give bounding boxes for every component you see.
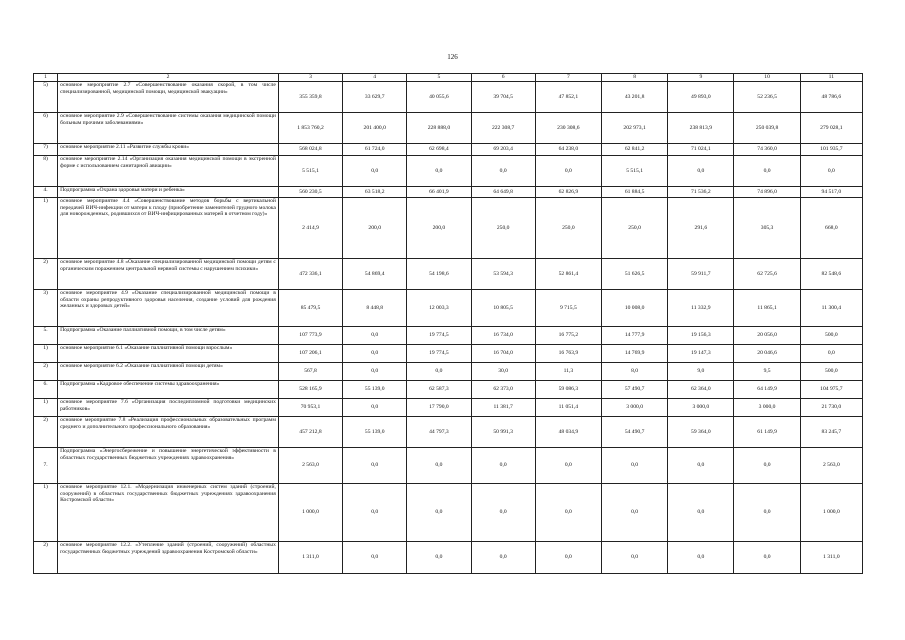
- value-cell: 11 300,4: [800, 290, 862, 327]
- header-row: [34, 74, 863, 82]
- value-cell: 64 149,9: [734, 381, 800, 399]
- value-cell: 16 704,0: [471, 345, 535, 363]
- value-cell: 16 734,0: [471, 327, 535, 345]
- value-cell: 1 000,0: [278, 484, 342, 542]
- value-cell: 0,0: [668, 156, 734, 187]
- value-cell: 14 777,9: [601, 327, 667, 345]
- value-cell: 9 715,5: [535, 290, 601, 327]
- table-row: [34, 363, 863, 381]
- value-cell: 472 336,1: [278, 259, 342, 290]
- row-description: основное мероприятие 12.1. «Модернизация инженерных систем зданий (строений, сооружений) в областных государственных бюджетных учреждениях здравоохранения Костромской области»: [58, 484, 279, 542]
- value-cell: 71 536,2: [668, 187, 734, 198]
- value-cell: 10 805,5: [471, 290, 535, 327]
- table-row: [34, 82, 863, 113]
- value-cell: 70 953,1: [278, 399, 342, 417]
- value-cell: 1 311,0: [800, 542, 862, 574]
- value-cell: 250 039,8: [734, 113, 800, 144]
- value-cell: 0,0: [471, 156, 535, 187]
- value-cell: 39 704,5: [471, 82, 535, 113]
- row-index: 4.: [34, 187, 58, 198]
- value-cell: 1 311,0: [278, 542, 342, 574]
- value-cell: 9,5: [734, 363, 800, 381]
- row-index: 1): [34, 198, 58, 259]
- value-cell: 500,0: [800, 363, 862, 381]
- value-cell: 0,0: [343, 399, 407, 417]
- value-cell: 20 046,6: [734, 345, 800, 363]
- value-cell: 5 515,1: [601, 156, 667, 187]
- value-cell: 62 725,6: [734, 259, 800, 290]
- row-description: Подпрограмма «Энергосбережение и повышение энергетической эффективности в областных государственных бюджетных учреждениях здравоохранения»: [58, 448, 279, 484]
- value-cell: 62 841,2: [601, 144, 667, 156]
- value-cell: 0,0: [471, 448, 535, 484]
- value-cell: 74 360,0: [734, 144, 800, 156]
- table-row: [34, 417, 863, 448]
- value-cell: 52 861,4: [535, 259, 601, 290]
- value-cell: 19 156,3: [668, 327, 734, 345]
- value-cell: 8,0: [601, 363, 667, 381]
- value-cell: 20 056,0: [734, 327, 800, 345]
- value-cell: 0,0: [343, 345, 407, 363]
- row-description: основное мероприятие 4.9 «Оказание специализированной медицинской помощи в области охраны репродуктивного здоровья населения, создание условий для рождения желанных и здоровых детей»: [58, 290, 279, 327]
- value-cell: 0,0: [535, 542, 601, 574]
- value-cell: 62 373,0: [471, 381, 535, 399]
- value-cell: 202 973,1: [601, 113, 667, 144]
- value-cell: 94 517,0: [800, 187, 862, 198]
- row-index: 8): [34, 156, 58, 187]
- header-cell: 5: [407, 74, 471, 82]
- row-description: основное мероприятие 2.11 «Развитие службы крови»: [58, 144, 279, 156]
- row-description: основное мероприятие 4.4 «Совершенствование методов борьбы с вертикальной передачей ВИЧ-инфекции от матери к плоду (приобретение заменителей грудного молока для новорожденных, родившихся от ВИЧ-инфицированных матерей в отчетном году)»: [58, 198, 279, 259]
- value-cell: 2 414,9: [278, 198, 342, 259]
- table-row: [34, 542, 863, 574]
- value-cell: 200,0: [343, 198, 407, 259]
- value-cell: 47 852,1: [535, 82, 601, 113]
- value-cell: 19 774,5: [407, 327, 471, 345]
- value-cell: 0,0: [668, 542, 734, 574]
- value-cell: 0,0: [407, 448, 471, 484]
- value-cell: 2 563,0: [800, 448, 862, 484]
- value-cell: 12 003,3: [407, 290, 471, 327]
- row-index: 6.: [34, 381, 58, 399]
- value-cell: 54 869,4: [343, 259, 407, 290]
- table-row: [34, 399, 863, 417]
- row-index: 2): [34, 363, 58, 381]
- value-cell: 291,6: [668, 198, 734, 259]
- row-description: основное мероприятие 6.1 «Оказание паллиативной помощи взрослым»: [58, 345, 279, 363]
- value-cell: 0,0: [601, 484, 667, 542]
- row-description: основное мероприятие 12.2. «Утепление зданий (строений, сооружений) областных государственных бюджетных учреждений здравоохранения Костромской области»: [58, 542, 279, 574]
- value-cell: 560 230,5: [278, 187, 342, 198]
- value-cell: 0,0: [343, 448, 407, 484]
- row-description: основное мероприятие 7.6 «Организация последипломной подготовки медицинских работников»: [58, 399, 279, 417]
- value-cell: 0,0: [343, 156, 407, 187]
- row-description: основное мероприятие 4.8 «Оказание специализированной медицинской помощи детям с органическим поражением центральной нервной системы с нарушением психики»: [58, 259, 279, 290]
- value-cell: 567,8: [278, 363, 342, 381]
- value-cell: 201 400,0: [343, 113, 407, 144]
- value-cell: 16 775,2: [535, 327, 601, 345]
- row-index: 7): [34, 144, 58, 156]
- value-cell: 0,0: [734, 542, 800, 574]
- value-cell: 83 245,7: [800, 417, 862, 448]
- value-cell: 19 774,5: [407, 345, 471, 363]
- value-cell: 2 563,0: [278, 448, 342, 484]
- row-description: основное мероприятие 7.8 «Реализация профессиональных образовательных программ среднего и дополнительного профессионального образования»: [58, 417, 279, 448]
- value-cell: 104 975,7: [800, 381, 862, 399]
- value-cell: 55 139,0: [343, 417, 407, 448]
- value-cell: 222 308,7: [471, 113, 535, 144]
- value-cell: 0,0: [343, 327, 407, 345]
- budget-table: [33, 73, 863, 574]
- value-cell: 74 896,0: [734, 187, 800, 198]
- value-cell: 500,0: [800, 327, 862, 345]
- value-cell: 0,0: [734, 448, 800, 484]
- value-cell: 0,0: [407, 542, 471, 574]
- header-cell: 2: [58, 74, 279, 82]
- value-cell: 0,0: [800, 345, 862, 363]
- value-cell: 0,0: [343, 542, 407, 574]
- value-cell: 61 884,5: [601, 187, 667, 198]
- table-row: [34, 448, 863, 484]
- value-cell: 52 236,5: [734, 82, 800, 113]
- value-cell: 0,0: [343, 363, 407, 381]
- value-cell: 11,3: [535, 363, 601, 381]
- value-cell: 228 888,0: [407, 113, 471, 144]
- value-cell: 200,0: [407, 198, 471, 259]
- value-cell: 54 490,7: [601, 417, 667, 448]
- value-cell: 57 490,7: [601, 381, 667, 399]
- value-cell: 250,0: [601, 198, 667, 259]
- value-cell: 64 238,0: [535, 144, 601, 156]
- table-row: [34, 381, 863, 399]
- value-cell: 0,0: [343, 484, 407, 542]
- value-cell: 0,0: [734, 156, 800, 187]
- value-cell: 19 147,3: [668, 345, 734, 363]
- value-cell: 59 364,0: [668, 417, 734, 448]
- row-description: Подпрограмма «Охрана здоровья матери и ребенка»: [58, 187, 279, 198]
- row-index: 2): [34, 542, 58, 574]
- value-cell: 51 626,5: [601, 259, 667, 290]
- table-row: [34, 345, 863, 363]
- row-index: 5.: [34, 327, 58, 345]
- value-cell: 44 797,3: [407, 417, 471, 448]
- row-description: основное мероприятие 6.2 «Оказание паллиативной помощи детям»: [58, 363, 279, 381]
- row-index: 6): [34, 113, 58, 144]
- value-cell: 61 149,9: [734, 417, 800, 448]
- value-cell: 0,0: [535, 484, 601, 542]
- value-cell: 62 364,0: [668, 381, 734, 399]
- value-cell: 0,0: [471, 542, 535, 574]
- row-description: Подпрограмма «Кадровое обеспечение системы здравоохранения»: [58, 381, 279, 399]
- value-cell: 49 893,0: [668, 82, 734, 113]
- value-cell: 16 763,9: [535, 345, 601, 363]
- table-row: [34, 156, 863, 187]
- table-row: [34, 144, 863, 156]
- header-cell: 4: [343, 74, 407, 82]
- value-cell: 0,0: [800, 156, 862, 187]
- value-cell: 33 629,7: [343, 82, 407, 113]
- value-cell: 238 813,9: [668, 113, 734, 144]
- table-row: [34, 327, 863, 345]
- value-cell: 30,0: [471, 363, 535, 381]
- value-cell: 48 786,6: [800, 82, 862, 113]
- value-cell: 0,0: [471, 484, 535, 542]
- row-index: 5): [34, 82, 58, 113]
- value-cell: 250,0: [471, 198, 535, 259]
- table-row: [34, 259, 863, 290]
- value-cell: 230 308,6: [535, 113, 601, 144]
- value-cell: 40 055,6: [407, 82, 471, 113]
- row-description: основное мероприятие 2.14 «Организация оказания медицинской помощи в экстренной форме с использованием санитарной авиации»: [58, 156, 279, 187]
- value-cell: 107 773,9: [278, 327, 342, 345]
- value-cell: 0,0: [668, 484, 734, 542]
- value-cell: 63 518,2: [343, 187, 407, 198]
- value-cell: 457 212,8: [278, 417, 342, 448]
- value-cell: 17 790,0: [407, 399, 471, 417]
- value-cell: 61 724,0: [343, 144, 407, 156]
- value-cell: 11 865,1: [734, 290, 800, 327]
- value-cell: 66 401,9: [407, 187, 471, 198]
- value-cell: 568 024,8: [278, 144, 342, 156]
- value-cell: 10 008,0: [601, 290, 667, 327]
- row-index: 2): [34, 417, 58, 448]
- value-cell: 3 000,0: [668, 399, 734, 417]
- value-cell: 101 935,7: [800, 144, 862, 156]
- table-row: [34, 187, 863, 198]
- value-cell: 62 698,4: [407, 144, 471, 156]
- value-cell: 48 034,9: [535, 417, 601, 448]
- value-cell: 0,0: [601, 448, 667, 484]
- value-cell: 355 359,8: [278, 82, 342, 113]
- header-cell: 7: [535, 74, 601, 82]
- table-row: [34, 290, 863, 327]
- value-cell: 528 165,9: [278, 381, 342, 399]
- value-cell: 62 826,9: [535, 187, 601, 198]
- row-description: основное мероприятие 2.9 «Совершенствование системы оказания медицинской помощи больным прочими заболеваниями»: [58, 113, 279, 144]
- value-cell: 0,0: [407, 484, 471, 542]
- value-cell: 59 911,7: [668, 259, 734, 290]
- row-index: 1): [34, 399, 58, 417]
- value-cell: 85 479,5: [278, 290, 342, 327]
- value-cell: 250,0: [535, 198, 601, 259]
- table-row: [34, 198, 863, 259]
- value-cell: 21 730,0: [800, 399, 862, 417]
- value-cell: 279 028,1: [800, 113, 862, 144]
- value-cell: 11 332,9: [668, 290, 734, 327]
- row-index: 7.: [34, 448, 58, 484]
- value-cell: 62 587,3: [407, 381, 471, 399]
- header-cell: 6: [471, 74, 535, 82]
- header-cell: 10: [734, 74, 800, 82]
- value-cell: 5 515,1: [278, 156, 342, 187]
- value-cell: 668,0: [800, 198, 862, 259]
- value-cell: 107 206,1: [278, 345, 342, 363]
- value-cell: 82 548,6: [800, 259, 862, 290]
- value-cell: 43 201,8: [601, 82, 667, 113]
- value-cell: 0,0: [734, 484, 800, 542]
- value-cell: 1 853 760,2: [278, 113, 342, 144]
- value-cell: 0,0: [535, 156, 601, 187]
- header-cell: 9: [668, 74, 734, 82]
- value-cell: 9,0: [668, 363, 734, 381]
- header-cell: 11: [800, 74, 862, 82]
- value-cell: 64 649,8: [471, 187, 535, 198]
- value-cell: 53 594,3: [471, 259, 535, 290]
- value-cell: 0,0: [601, 542, 667, 574]
- table-row: [34, 113, 863, 144]
- value-cell: 0,0: [407, 363, 471, 381]
- value-cell: 1 000,0: [800, 484, 862, 542]
- header-cell: 3: [278, 74, 342, 82]
- value-cell: 71 024,1: [668, 144, 734, 156]
- row-index: 1): [34, 345, 58, 363]
- header-cell: 8: [601, 74, 667, 82]
- table-row: [34, 484, 863, 542]
- value-cell: 0,0: [668, 448, 734, 484]
- value-cell: 3 000,0: [734, 399, 800, 417]
- row-index: 2): [34, 259, 58, 290]
- value-cell: 305,3: [734, 198, 800, 259]
- value-cell: 0,0: [535, 448, 601, 484]
- value-cell: 55 139,0: [343, 381, 407, 399]
- value-cell: 14 769,9: [601, 345, 667, 363]
- value-cell: 50 991,3: [471, 417, 535, 448]
- value-cell: 11 381,7: [471, 399, 535, 417]
- header-cell: 1: [34, 74, 58, 82]
- value-cell: 11 051,4: [535, 399, 601, 417]
- row-index: 3): [34, 290, 58, 327]
- value-cell: 69 203,4: [471, 144, 535, 156]
- value-cell: 8 448,8: [343, 290, 407, 327]
- value-cell: 54 198,6: [407, 259, 471, 290]
- value-cell: 3 000,0: [601, 399, 667, 417]
- row-description: основное мероприятие 2.7 «Совершенствование оказания скорой, в том числе специализированной, медицинской помощи, медицинской эвакуации»: [58, 82, 279, 113]
- row-description: Подпрограмма «Оказание паллиативной помощи, в том числе детям»: [58, 327, 279, 345]
- value-cell: 0,0: [407, 156, 471, 187]
- row-index: 1): [34, 484, 58, 542]
- page-number: 126: [447, 53, 458, 61]
- value-cell: 59 086,3: [535, 381, 601, 399]
